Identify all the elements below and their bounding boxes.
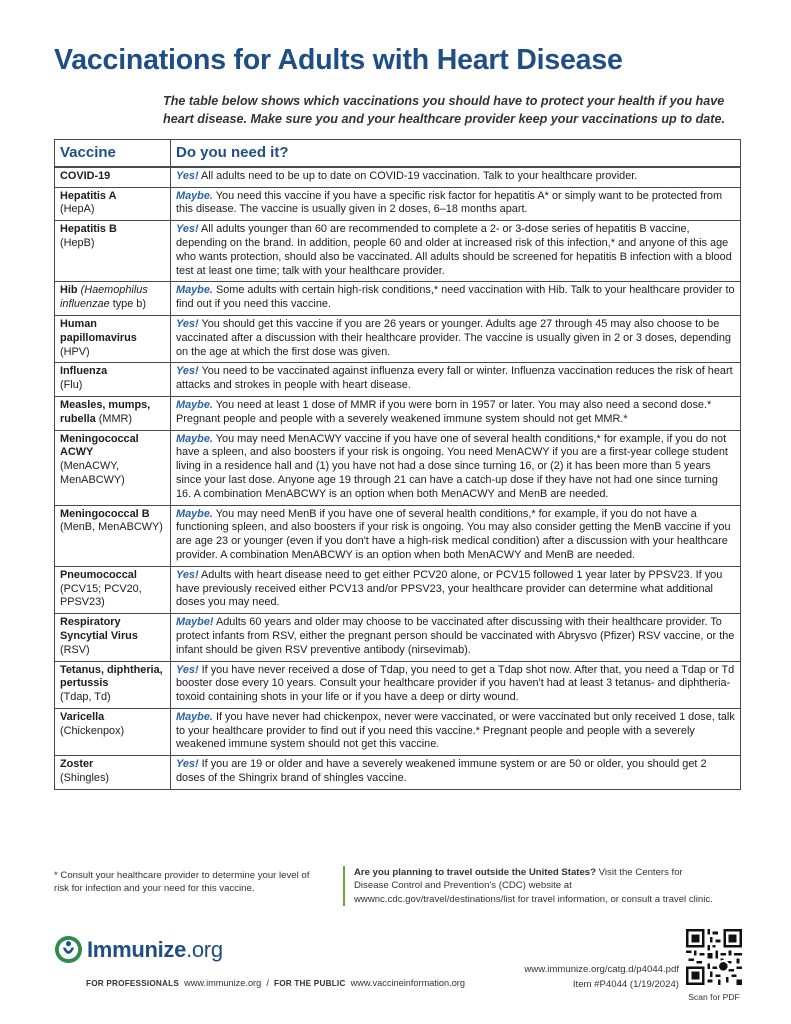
need-text: You need this vaccine if you have a specific risk factor for hepatitis A* or simply want to be protected from this disease. The vaccine is usually given in 2 doses, 6–18 months apart.	[176, 189, 723, 216]
vaccine-abbrev: (RSV)	[60, 643, 90, 656]
vaccine-abbrev: (Shingles)	[60, 772, 110, 785]
vaccine-name: Meningococcal ACWY	[60, 432, 139, 459]
need-cell	[171, 661, 741, 708]
vaccine-abbrev: (HepA)	[60, 203, 95, 216]
need-cell	[171, 315, 741, 362]
verdict: Yes!	[176, 317, 199, 330]
pro-label: FOR PROFESSIONALS	[86, 979, 180, 988]
need-cell	[171, 221, 741, 282]
table-row	[55, 566, 741, 613]
vaccine-name-cell	[55, 221, 171, 282]
travel-note	[343, 866, 713, 906]
vaccine-name: Meningococcal B	[60, 507, 150, 520]
vaccine-name: Tetanus, diphtheria, pertussis	[60, 663, 163, 690]
immunize-logo	[54, 935, 223, 964]
verdict: Yes!	[176, 663, 199, 676]
table-row	[55, 187, 741, 221]
need-cell	[171, 363, 741, 397]
public-url[interactable]: www.vaccineinformation.org	[350, 978, 465, 988]
vaccine-name-cell	[55, 566, 171, 613]
table-row	[55, 505, 741, 566]
need-cell	[171, 505, 741, 566]
vaccine-abbrev: (MenACWY, MenABCWY)	[60, 460, 125, 486]
need-text: You should get this vaccine if you are 26 years or younger. Adults age 27 through 45 may also choose to be vaccinated after a discussion with their healthcare provider. The vaccine is usually given in 2 or 3 doses, depending on the age at which the first dose was given.	[176, 317, 731, 358]
vaccine-name: Zoster	[60, 758, 94, 771]
table-row	[55, 708, 741, 755]
qr-code-icon[interactable]	[686, 929, 742, 985]
item-info	[524, 962, 679, 992]
vaccine-name-cell	[55, 363, 171, 397]
need-text: You may need MenACWY vaccine if you have one of several health conditions,* for example, if you do not have a spleen, and also boosters if your risk is ongoing. You need MenACWY if you are a first-year college student living in a residence hall and (1) you have not had a dose since turning 16, or (2) it has been more than 5 years since your last dose. Anyone age 19 through 21 can have a catch-up dose if they have not had one since turning 16. A combination MenABCWY is an option when both MenACWY and MenB are needed.	[176, 432, 728, 500]
verdict: Yes!	[176, 568, 199, 581]
vaccine-name-cell	[55, 187, 171, 221]
bottom-links	[86, 978, 465, 988]
verdict: Yes!	[176, 169, 199, 182]
vaccine-sub-b: influenzae	[60, 298, 110, 311]
travel-lead: Are you planning to travel outside the United States?	[354, 867, 597, 878]
need-cell	[171, 430, 741, 505]
need-cell	[171, 756, 741, 790]
verdict: Maybe.	[176, 507, 213, 520]
vaccine-name: Hepatitis B	[60, 223, 117, 236]
table-row	[55, 315, 741, 362]
vaccine-abbrev: (Flu)	[60, 379, 83, 392]
vaccine-name-cell	[55, 282, 171, 316]
table-row	[55, 661, 741, 708]
item-url[interactable]: www.immunize.org/catg.d/p4044.pdf	[524, 964, 679, 975]
need-cell	[171, 167, 741, 187]
vaccine-abbrev: (HepB)	[60, 236, 95, 249]
table-row	[55, 614, 741, 661]
need-text: Adults 60 years and older may choose to be vaccinated after discussing with their healthcare provider. To protect infants from RSV, either the pregnant person should be vaccinated with Abrysvo (Pfizer) RSV vaccine, or the infant should be given RSV preventive antibody (nirsevimab).	[176, 616, 735, 656]
need-text: You need to be vaccinated against influenza every fall or winter. Influenza vaccination reduces the risk of heart attacks and strokes in people with heart disease.	[176, 365, 733, 392]
verdict: Maybe.	[176, 284, 213, 297]
vaccine-name-cell	[55, 167, 171, 187]
need-text: You may need MenB if you have one of several health conditions,* for example, if you do not have a functioning spleen, and also boosters if your risk is ongoing. You may also consider getting the MenB vaccine if you are age 23 or younger (even if you don't have a high-risk medical condition) after a discussion with your healthcare provider. A combination MenABCWY is an option when both MenACWY and MenB are needed.	[176, 507, 731, 561]
scan-for-pdf-label: Scan for PDF	[688, 992, 740, 1002]
table-row	[55, 167, 741, 187]
vaccine-abbrev: (Tdap, Td)	[60, 691, 111, 704]
need-text: If you are 19 or older and have a severely weakened immune system or are 50 or older, you should get 2 doses of the Shingrix brand of shingles vaccine.	[176, 758, 707, 785]
vaccine-name-cell	[55, 756, 171, 790]
vaccine-name: Varicella	[60, 710, 105, 723]
verdict: Maybe.	[176, 189, 213, 202]
header-need: Do you need it?	[171, 140, 741, 167]
footnote: * Consult your healthcare provider to determine your level of risk for infection and your need for this vaccine.	[54, 870, 310, 894]
verdict: Maybe.	[176, 710, 213, 723]
logo-name: Immunize	[87, 936, 187, 962]
need-cell	[171, 614, 741, 661]
verdict: Yes!	[176, 365, 199, 378]
table-row	[55, 396, 741, 430]
vaccine-name-cell	[55, 505, 171, 566]
vaccine-name: Hib	[60, 284, 78, 297]
vaccine-abbrev: (Chickenpox)	[60, 724, 125, 737]
vaccine-name-cell	[55, 661, 171, 708]
header-vaccine: Vaccine	[55, 140, 171, 167]
need-text: You need at least 1 dose of MMR if you were born in 1957 or later. You may also need a second dose.* Pregnant people and people with a severely weakened immune system should not get MMR.*	[176, 398, 712, 425]
verdict: Yes!	[176, 758, 199, 771]
need-text: If you have never received a dose of Tdap, you need to get a Tdap shot now. After that, you need a Tdap or Td booster dose every 10 years. Consult your healthcare provider if you haven't had at least 3 tetanus- and diphtheria-toxoid containing shots in your life or if you have a deep or dirty wound.	[176, 663, 735, 704]
logo-wordmark	[87, 937, 223, 963]
verdict: Maybe!	[176, 616, 214, 629]
need-cell	[171, 187, 741, 221]
table-row	[55, 430, 741, 505]
vaccine-name: Pneumococcal	[60, 568, 137, 581]
vaccine-table	[54, 139, 741, 790]
immunize-logo-icon	[54, 935, 83, 964]
vaccine-abbrev: (MenB, MenABCWY)	[60, 521, 163, 534]
vaccine-name-cell	[55, 430, 171, 505]
table-row	[55, 282, 741, 316]
table-header-row	[55, 140, 741, 167]
vaccine-name: COVID-19	[60, 169, 111, 182]
table-row	[55, 756, 741, 790]
need-cell	[171, 396, 741, 430]
need-text: Adults with heart disease need to get either PCV20 alone, or PCV15 followed 1 year later by PPSV23. If you have previously received either PCV13 and/or PPSV23, your healthcare provider can determine what additional doses you may need.	[176, 568, 723, 609]
vaccine-name-cell	[55, 396, 171, 430]
item-number: Item #P4044 (1/19/2024)	[572, 979, 679, 990]
travel-text: Visit the Centers for Disease Control and Prevention's (CDC) website at wwwnc.cdc.gov/travel/destinations/list for travel information, or consult a travel clinic.	[354, 867, 713, 905]
logo-suffix: .org	[186, 936, 223, 962]
need-text: If you have never had chickenpox, never were vaccinated, or were vaccinated but only received 1 dose, talk to your healthcare provider to find out if you need this vaccine.* Pregnant people and people with a severely weakened immune system should not get this vaccine.	[176, 710, 735, 751]
vaccine-name-cell	[55, 708, 171, 755]
need-cell	[171, 282, 741, 316]
vaccine-name: Influenza	[60, 365, 108, 378]
vaccine-name: Respiratory Syncytial Virus	[60, 616, 138, 642]
need-cell	[171, 566, 741, 613]
vaccine-name: Human papillomavirus	[60, 317, 137, 344]
vaccine-sub-c: type b)	[112, 298, 146, 311]
public-label: FOR THE PUBLIC	[274, 979, 346, 988]
vaccine-name-cell	[55, 315, 171, 362]
vaccine-abbrev: (PCV15; PCV20, PPSV23)	[60, 582, 142, 609]
vaccine-abbrev: (HPV)	[60, 345, 90, 358]
vaccine-abbrev: (MMR)	[98, 412, 133, 425]
need-text: Some adults with certain high-risk conditions,* need vaccination with Hib. Talk to your healthcare provider to find out if you need this vaccine.	[176, 284, 735, 311]
table-row	[55, 221, 741, 282]
verdict: Maybe.	[176, 398, 213, 411]
vaccine-name: Hepatitis A	[60, 189, 117, 202]
pro-url[interactable]: www.immunize.org	[184, 978, 262, 988]
need-cell	[171, 708, 741, 755]
verdict: Maybe.	[176, 432, 213, 445]
need-text: All adults younger than 60 are recommended to complete a 2- or 3-dose series of hepatitis B vaccine, depending on the brand. In addition, people 60 and older at increased risk of this infection,* and anyone of this age who wants protection, should also be vaccinated. All adults should be screened for hepatitis B infection with a blood test at least one time; talk with your healthcare provider.	[176, 223, 732, 277]
vaccine-sub-a: (Haemophilus	[80, 284, 148, 297]
vaccine-name-cell	[55, 614, 171, 661]
vaccine-name: Measles, mumps, rubella	[60, 398, 151, 425]
need-text: All adults need to be up to date on COVID-19 vaccination. Talk to your healthcare provider.	[201, 169, 638, 182]
link-separator: /	[266, 978, 269, 988]
intro-text: The table below shows which vaccinations you should have to protect your health if you have heart disease. Make sure you and your healthcare provider keep your vaccinations up to date.	[163, 94, 726, 126]
verdict: Yes!	[176, 223, 199, 236]
page-title: Vaccinations for Adults with Heart Disease	[54, 44, 623, 76]
table-row	[55, 363, 741, 397]
